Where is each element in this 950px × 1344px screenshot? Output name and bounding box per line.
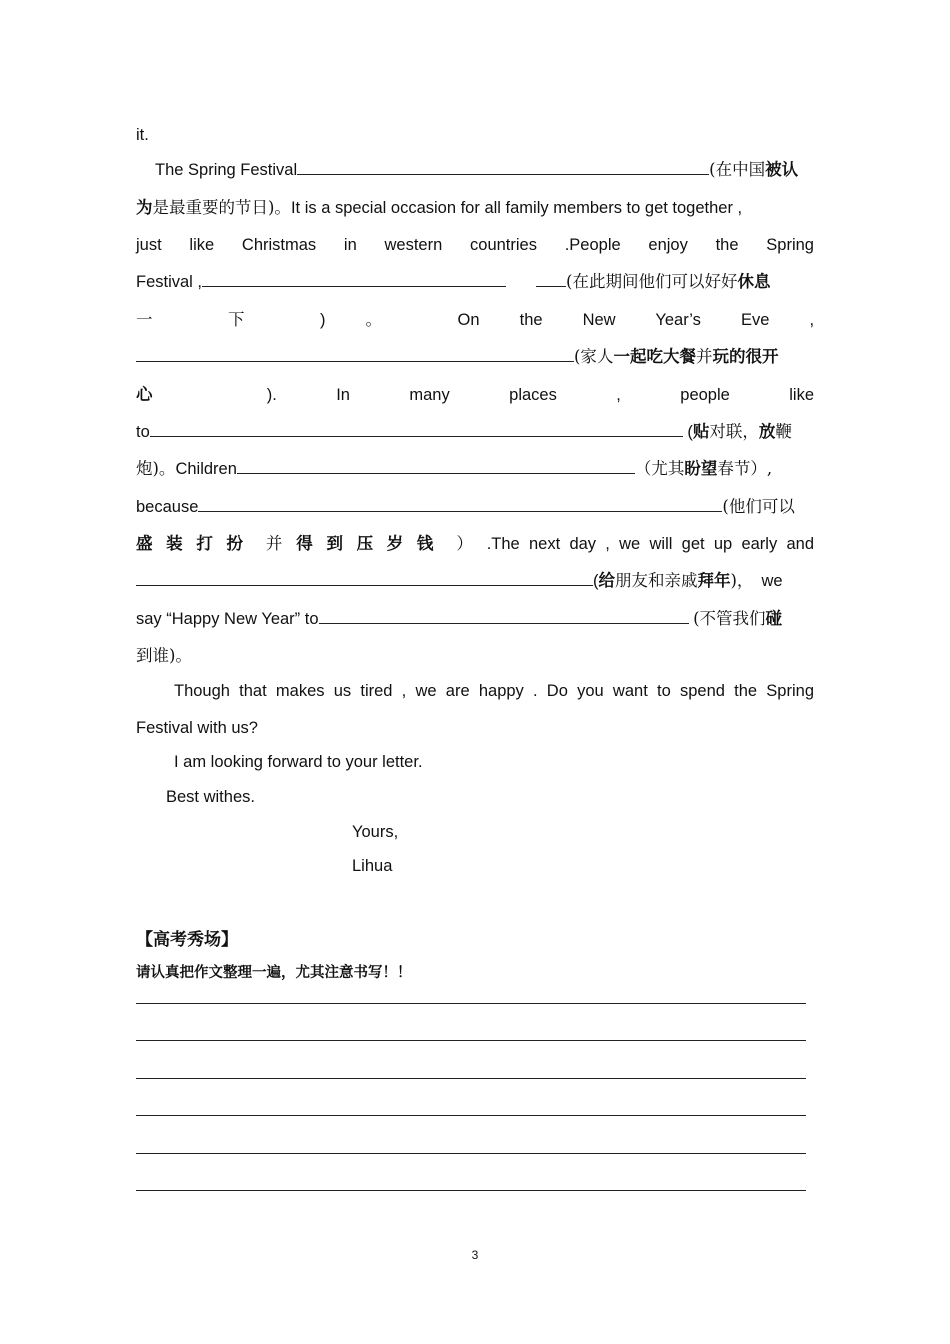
hint-text: (不管我们 [693,609,766,628]
hint-text: 鞭 [775,422,792,441]
line-text: The Spring Festival [155,161,298,179]
line-text: Festival , [136,273,203,291]
word: and [786,535,814,553]
word: Spring [766,236,814,254]
word: we [619,535,641,553]
section-title: 【高考秀场】 [136,930,238,949]
word: 心 [136,386,208,404]
word: just [136,236,162,254]
hint-keyword: 玩的很开 [712,348,779,366]
word: , [809,311,815,329]
hint-text: (他们可以 [722,497,795,516]
word: early [741,535,778,553]
hint-keyword: 贴 [692,423,710,441]
word: in [343,236,357,254]
answer-blank[interactable] [237,472,635,474]
word: ) [320,311,326,329]
word: .The [486,535,520,553]
answer-blank[interactable] [198,510,722,512]
hint-text: 并 [695,347,713,366]
hint-text: 是最重要的节日)。 [152,198,291,217]
word: up [713,535,733,553]
word: get [681,535,705,553]
word: New [582,311,616,329]
hint-text: 对联， [709,422,759,441]
word: many [409,386,450,404]
word: ). [266,386,277,404]
hint-keyword: 休息 [737,273,771,291]
hint-text: )， [730,571,754,590]
word: the [715,236,739,254]
text-line [136,197,814,219]
word: In [336,386,350,404]
writing-line[interactable] [136,1003,806,1004]
hint-keyword: 盛装打扮 [136,535,257,553]
line-text: I am looking forward to your letter. [174,753,423,771]
text-line [136,645,814,667]
hint-keyword: 碰 [765,610,783,628]
line-text: we [761,572,783,590]
line-text: Festival with us? [136,719,258,737]
line-text: Children [175,460,237,478]
writing-line[interactable] [136,1040,806,1041]
text-line [136,533,814,555]
word: , [616,386,621,404]
text-line [136,384,814,406]
text-line [174,751,423,773]
hint-text: (家人 [574,347,614,366]
answer-blank[interactable] [202,285,506,287]
word: the [519,311,543,329]
text-line [136,159,814,181]
word: enjoy [648,236,688,254]
line-text: to [136,423,150,441]
hint-keyword: 一起吃大餐 [613,348,696,366]
word: Eve [740,311,770,329]
hint-text: （尤其 [634,459,685,478]
word: next [529,535,561,553]
writing-line[interactable] [136,1078,806,1079]
answer-blank[interactable] [136,360,574,362]
word: people [680,386,730,404]
signoff-text: Yours, [352,823,399,841]
hint-keyword: 得到压岁钱 [296,535,448,553]
word: places [509,386,557,404]
text-line [136,271,814,293]
text-line [136,608,814,630]
text-line: (给朋友和亲戚拜年)， we [136,570,814,592]
line-text: It is a special occasion for all family members to get together , [290,199,743,217]
word: countries [470,236,537,254]
word: .People [564,236,621,254]
text-line: to (贴对联，放鞭 [136,422,792,441]
word: like [789,386,814,404]
text-line [136,346,814,368]
hint-keyword: 拜年 [697,572,731,590]
writing-line[interactable] [136,1153,806,1154]
word: Year’s [655,311,701,329]
text-line [136,458,814,480]
text-line [136,717,814,739]
signature-text: Lihua [352,857,393,875]
answer-blank[interactable] [297,173,709,175]
hint-keyword: 为 [136,199,153,217]
hint-text: 到谁)。 [136,646,192,665]
text-line [136,234,814,256]
text-line [352,855,392,877]
word: like [189,236,215,254]
answer-blank[interactable] [150,435,683,437]
hint-keyword: 被认 [765,161,799,179]
hint-text: (在中国 [709,160,766,179]
answer-blank-extra[interactable] [536,285,566,287]
line-text: Though that makes us tired , we are happy . Do you want to spend the Spring [174,682,814,700]
text-line [136,680,814,702]
hint-keyword: 盼望 [684,460,718,478]
answer-blank[interactable] [319,622,689,624]
word: 。 [365,310,418,329]
word: Christmas [241,236,317,254]
word: ） [456,534,478,553]
text-line [136,309,814,331]
text-line [136,124,814,146]
hint-text: 春节）, [717,459,773,478]
hint-text: 炮)。 [136,459,176,478]
word: western [384,236,443,254]
word: day [569,535,597,553]
text-line [136,496,814,518]
line-text: it. [136,126,149,144]
word: 并 [265,534,288,553]
word: will [649,535,673,553]
writing-line[interactable] [136,1115,806,1116]
page-number: 3 [471,1248,479,1262]
word: , [605,535,610,553]
word: 下 [228,310,280,329]
text-line [166,786,255,808]
section-instruction: 请认真把作文整理一遍，尤其注意书写！！ [136,965,412,981]
word: On [457,311,480,329]
hint-keyword: 放 [758,423,776,441]
hint-keyword: 给 [598,572,615,590]
hint-text: (在此期间他们可以好好 [566,272,738,291]
writing-line[interactable] [136,1190,806,1191]
answer-blank[interactable] [136,584,593,586]
hint-text: 朋友和亲戚 [615,571,698,590]
text-line [352,821,398,843]
line-text: say “Happy New Year” to [136,610,319,628]
word: 一 [136,310,188,329]
closing-text: Best withes. [166,788,255,806]
line-text: because [136,498,199,516]
